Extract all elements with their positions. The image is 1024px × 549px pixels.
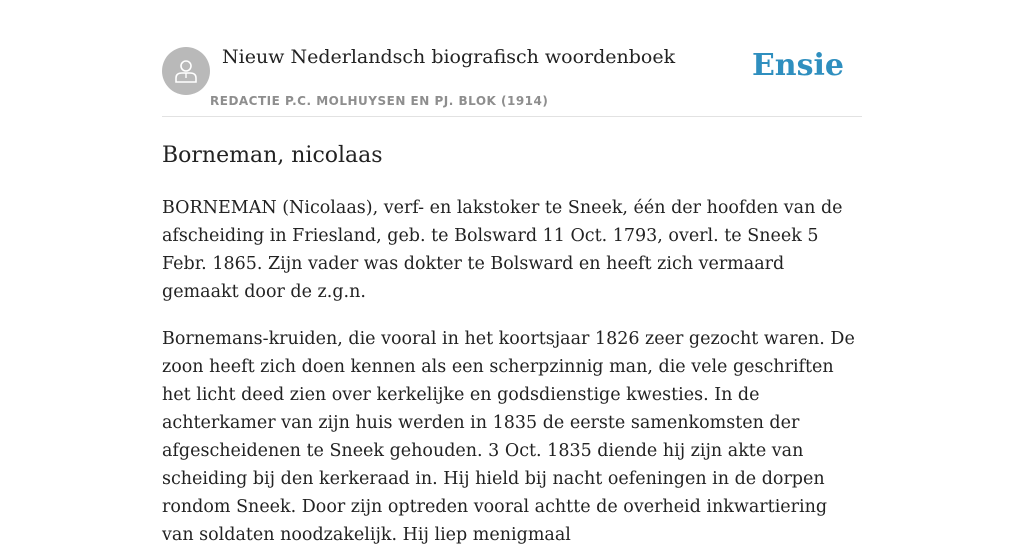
user-icon-glyph: [172, 57, 200, 85]
entry-paragraph: Bornemans-kruiden, die vooral in het koortsjaar 1826 zeer gezocht waren. De zoon heeft zich doen kennen als een scherpzinnig man, die vele geschriften het licht deed zien over kerkelijke en godsdienstige kwesties. In de achterkamer van zijn huis werden in 1835 de eerste samenkomsten der afgescheidenen te Sneek gehouden. 3 Oct. 1835 diende hij zijn akte van scheiding bij den kerkeraad in. Hij hield bij nacht oefeningen in de dorpen rondom Sneek. Door zijn optreden vooral achtte de overheid inkwartiering van soldaten noodzakelijk. Hij liep menigmaal: [162, 329, 855, 545]
book-header: [162, 0, 862, 117]
entry-body: [162, 194, 862, 549]
book-subtitle: REDACTIE P.C. MOLHUYSEN EN PJ. BLOK (1914): [210, 94, 549, 108]
book-title[interactable]: Nieuw Nederlandsch biografisch woordenboek: [222, 46, 676, 68]
entry-title: Borneman, nicolaas: [162, 143, 383, 168]
entry-paragraph: BORNEMAN (Nicolaas), verf- en lakstoker te Sneek, één der hoofden van de afscheiding in Friesland, geb. te Bolsward 11 Oct. 1793, overl. te Sneek 5 Febr. 1865. Zijn vader was dokter te Bolsward en heeft zich vermaard gemaakt door de z.g.n.: [162, 198, 843, 302]
ensie-logo-link[interactable]: Ensie: [751, 48, 844, 83]
user-icon[interactable]: [162, 47, 210, 95]
page: [162, 0, 862, 549]
